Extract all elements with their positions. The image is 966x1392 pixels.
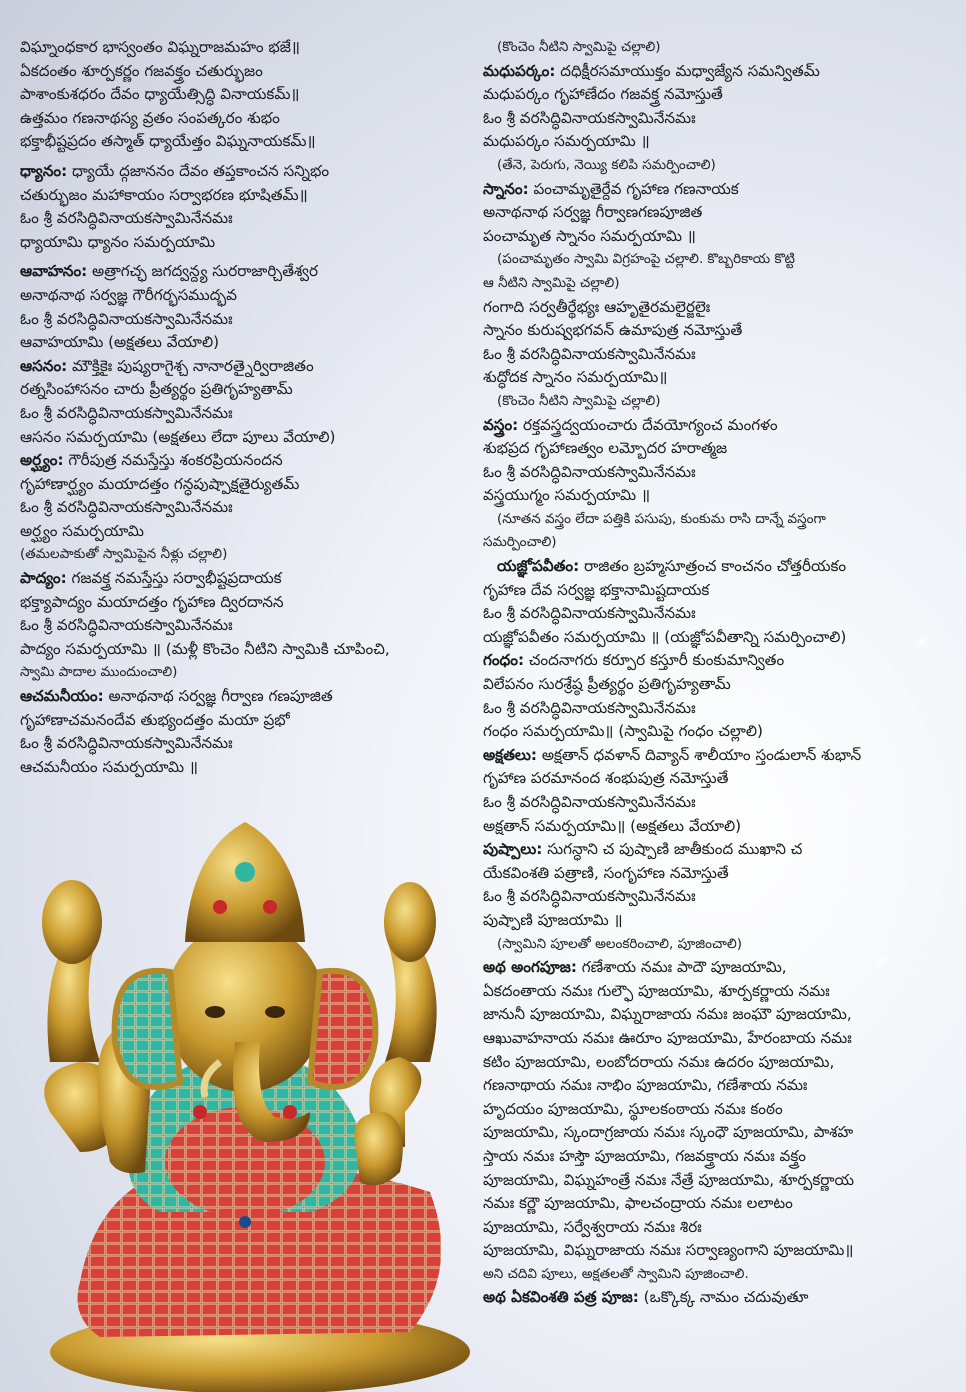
line-text: ఓం శ్రీ వరసిద్ధివినాయకస్వామినేనమః xyxy=(483,698,696,717)
line-text: మధుపర్కం గృహాణేదం గజవక్త్ర నమోస్తుతే xyxy=(483,85,723,104)
verse-line xyxy=(20,83,490,107)
line-text: ఆవాహయామి (అక్షతలు వేయాలి) xyxy=(20,333,220,352)
verse-line xyxy=(20,378,490,402)
line-text: అనాథనాథ సర్వజ్ఞ గీర్వాణగణపూజిత xyxy=(483,203,703,222)
line-text: మధుపర్కం సమర్పయామి ॥ xyxy=(483,132,650,151)
verse-line xyxy=(483,1098,953,1122)
verse-line xyxy=(20,732,490,756)
line-text: గౌరీపుత్ర నమస్తేస్తు శంకరప్రియనందన xyxy=(63,451,283,470)
verse-line xyxy=(483,296,953,320)
line-text: పంచామృత స్నానం సమర్పయామి ॥ xyxy=(483,226,696,245)
line-text: సమర్పించాలి) xyxy=(483,534,557,551)
section-heading-line xyxy=(483,1286,953,1310)
verse-line xyxy=(483,461,953,485)
section-heading-line xyxy=(483,649,953,673)
verse-line xyxy=(483,697,953,721)
line-text: పూజయామి, విఘ్నహంత్రే నమః నేత్రే పూజయామి, శూర్పకర్ణాయ xyxy=(483,1170,855,1189)
line-text: విలేపనం సురశ్రేష్ఠ ప్రీత్యర్థం ప్రతిగృహ్యతామ్ xyxy=(483,675,731,694)
line-text: ఓం శ్రీ వరసిద్ధివినాయకస్వామినేనమః xyxy=(20,403,233,422)
verse-line xyxy=(20,426,490,450)
line-text: అనాథనాథ సర్వజ్ఞ గౌరీగర్భసముద్భవ xyxy=(20,285,237,304)
verse-line xyxy=(483,1027,953,1051)
line-text: ఉత్తమం గణనాథస్య వ్రతం సంపత్కరం శుభం xyxy=(20,108,280,127)
line-text: భక్త్యాపాద్యం మయాదత్తం గృహాణ ద్విరదానన xyxy=(20,592,284,611)
section-heading-line xyxy=(483,60,953,84)
line-text: అర్ఘ్యం సమర్పయామి xyxy=(20,521,144,540)
verse-line xyxy=(20,614,490,638)
verse-line xyxy=(483,343,953,367)
line-text: ఓం శ్రీ వరసిద్ధివినాయకస్వామినేనమః xyxy=(20,309,233,328)
section-heading-line xyxy=(483,178,953,202)
verse-line xyxy=(483,1074,953,1098)
line-text: శుభప్రద గృహాణత్వం లమ్బోదర హరాత్మజ xyxy=(483,439,728,458)
instruction-note xyxy=(483,933,953,957)
verse-line xyxy=(483,484,953,508)
verse-line xyxy=(483,909,953,933)
line-text: హృదయం పూజయామి, స్థూలకంఠాయ నమః కంఠం xyxy=(483,1099,783,1118)
line-text: భక్తాభీష్టప్రదం తస్మాత్ ధ్యాయేత్తం విఘ్ననాయకమ్॥ xyxy=(20,132,316,151)
line-text: సుగన్ధాని చ పుష్పాణి జాతీకుంద ముఖాని చ xyxy=(542,840,803,859)
verse-line xyxy=(20,184,490,208)
section-heading: యజ్ఞోపవీతం: xyxy=(497,557,580,576)
line-text: విఘ్నాంధకార భాస్వంతం విఘ్నరాజమహం భజే॥ xyxy=(20,38,300,56)
line-text: చందనాగరు కర్పూర కస్తూరీ కుంకుమాన్వితం xyxy=(524,651,785,670)
line-text: (కొంచెం నీటిని స్వామిపై చల్లాలి) xyxy=(497,392,661,409)
verse-line xyxy=(483,767,953,791)
verse-line xyxy=(483,1145,953,1169)
verse-line xyxy=(483,815,953,839)
line-text: (నూతన వస్త్రం లేదా పత్తికి పసుపు, కుంకుమ రాసి దాన్నే వస్త్రంగా xyxy=(497,510,826,527)
line-text: ఆసనం సమర్పయామి (అక్షతలు లేదా పూలు వేయాలి) xyxy=(20,427,336,446)
verse-line xyxy=(20,207,490,231)
line-text: ధ్యాయే ద్గజాననం దేవం తప్తకాంచన సన్నిభం xyxy=(67,161,330,180)
section-heading-line xyxy=(483,555,953,579)
line-text: వస్త్రయుగ్మం సమర్పయామి ॥ xyxy=(483,486,651,505)
line-text: (కొంచెం నీటిని స్వామిపై చల్లాలి) xyxy=(497,39,661,55)
line-text: స్నానం కురుష్వభగవన్ ఉమాపుత్ర నమోస్తుతే xyxy=(483,321,743,340)
line-text: మౌక్తికైః పుష్యరాగైశ్చ నానారత్నైర్విరాజితం xyxy=(67,356,314,375)
section-heading: అర్ఘ్యం: xyxy=(20,451,64,470)
line-text: స్వామి పాదాల ముందుంచాలి) xyxy=(20,664,178,681)
verse-line xyxy=(483,885,953,909)
ganesha-idol-image xyxy=(10,812,480,1392)
section-heading: మధుపర్కం: xyxy=(483,61,556,80)
instruction-note xyxy=(483,248,953,272)
section-heading-line xyxy=(20,567,490,591)
section-heading: ఆవాహనం: xyxy=(20,262,88,281)
line-text: గణనాథాయ నమః నాభిం పూజయామి, గణేశాయ నమః xyxy=(483,1076,808,1095)
verse-line xyxy=(20,638,490,662)
line-text: రక్తవస్త్రద్వయంచారు దేవయోగ్యంచ మంగళం xyxy=(518,415,778,434)
line-text: రాజితం బ్రహ్మసూత్రంచ కాంచనం చోత్తరీయకం xyxy=(579,557,847,576)
verse-line xyxy=(483,225,953,249)
line-text: గంధం సమర్పయామి॥ (స్వామిపై గంధం చల్లాలి) xyxy=(483,722,763,741)
line-text: శుద్ధోదక స్నానం సమర్పయామి॥ xyxy=(483,368,668,387)
verse-line xyxy=(20,284,490,308)
verse-line xyxy=(483,1239,953,1263)
verse-line xyxy=(20,130,490,154)
verse-line xyxy=(20,402,490,426)
line-text: ఆచమనీయం సమర్పయామి ॥ xyxy=(20,757,198,776)
section-heading: ఆసనం: xyxy=(20,356,68,375)
line-text: ఓం శ్రీ వరసిద్ధివినాయకస్వామినేనమః xyxy=(20,498,233,517)
verse-line xyxy=(483,319,953,343)
line-text: ఓం శ్రీ వరసిద్ధివినాయకస్వామినేనమః xyxy=(483,887,696,906)
section-heading: వస్త్రం: xyxy=(483,415,519,434)
line-text: ఓం శ్రీ వరసిద్ధివినాయకస్వామినేనమః xyxy=(20,734,233,753)
line-text: ఓం శ్రీ వరసిద్ధివినాయకస్వామినేనమః xyxy=(483,604,696,623)
line-text: (తేనె, పెరుగు, నెయ్యి కలిపి సమర్పించాలి) xyxy=(497,156,716,173)
line-text: అక్షతాన్ ధవళాన్ దివ్యాన్ శాలీయాం స్తండులాన్ శుభాన్ xyxy=(537,745,862,764)
line-text: ఓం శ్రీ వరసిద్ధివినాయకస్వామినేనమః xyxy=(483,108,696,127)
line-text: పూజయామి, సర్వేశ్వరాయ నమః శిరః xyxy=(483,1217,702,1236)
verse-line xyxy=(20,756,490,780)
verse-line xyxy=(483,107,953,131)
verse-line xyxy=(483,201,953,225)
section-heading: ధ్యానం: xyxy=(20,161,68,180)
verse-line xyxy=(20,60,490,84)
line-text: (పంచామృతం స్వామి విగ్రహంపై చల్లాలి. కొబ్బరికాయ కొట్టి xyxy=(497,251,795,268)
section-heading-line xyxy=(483,838,953,862)
verse-line xyxy=(20,231,490,255)
verse-line xyxy=(483,579,953,603)
instruction-note xyxy=(20,543,490,567)
line-text: అనాథనాథ సర్వజ్ఞ గీర్వాణ గణపూజిత xyxy=(103,687,333,706)
line-text: ఓం శ్రీ వరసిద్ధివినాయకస్వామినేనమః xyxy=(483,344,696,363)
verse-line xyxy=(483,1051,953,1075)
instruction-note xyxy=(20,661,490,685)
verse-line xyxy=(483,602,953,626)
section-heading: పుష్పాలు: xyxy=(483,840,543,859)
line-text: ఏకదంతం శూర్పకర్ణం గజవక్త్రం చతుర్భుజం xyxy=(20,61,263,80)
section-heading: ఆచమనీయం: xyxy=(20,687,104,706)
verse-line xyxy=(483,626,953,650)
line-text: గంగాది సర్వతీర్థేభ్యః ఆహృతైరమలైర్జలైః xyxy=(483,297,711,316)
right-column xyxy=(483,36,953,1310)
line-text: ఓం శ్రీ వరసిద్ధివినాయకస్వామినేనమః xyxy=(483,462,696,481)
line-text: యజ్ఞోపవీతం సమర్పయామి ॥ (యజ్ఞోపవీతాన్ని సమర్పించాలి) xyxy=(483,627,847,646)
line-text: ఏకదంతాయ నమః గుల్ఫౌ పూజయామి, శూర్పకర్ణాయ నమః xyxy=(483,981,830,1000)
section-heading-line xyxy=(483,744,953,768)
line-text: (తమలపాకుతో స్వామిపైన నీళ్లు చల్లాలి) xyxy=(20,546,228,563)
verse-line xyxy=(483,1121,953,1145)
section-heading: గంధం: xyxy=(483,651,525,670)
verse-line xyxy=(483,1003,953,1027)
verse-line xyxy=(483,980,953,1004)
verse-line xyxy=(483,862,953,886)
line-text: పూజయామి, విఘ్నరాజాయ నమః సర్వాణ్యంగాని పూజయామి॥ xyxy=(483,1241,854,1260)
line-text: ఓం శ్రీ వరసిద్ధివినాయకస్వామినేనమః xyxy=(20,616,233,635)
instruction-note xyxy=(483,272,953,296)
line-text: పాశాంకుశధరం దేవం ధ్యాయేత్సిద్ధి వినాయకమ్॥ xyxy=(20,85,300,104)
instruction-note xyxy=(483,531,953,555)
verse-line xyxy=(20,520,490,544)
section-heading-line xyxy=(483,414,953,438)
verse-line xyxy=(483,673,953,697)
line-text: (స్వామిని పూలతో అలంకరించాలి, పూజించాలి) xyxy=(497,935,743,952)
verse-line xyxy=(483,366,953,390)
line-text: ఓం శ్రీ వరసిద్ధివినాయకస్వామినేనమః xyxy=(483,793,696,811)
instruction-note xyxy=(483,1263,953,1287)
verse-line xyxy=(20,36,490,60)
section-heading: అథ ఏకవింశతి పత్ర పూజ: xyxy=(483,1288,639,1307)
section-heading-line xyxy=(20,449,490,473)
verse-line xyxy=(483,1169,953,1193)
line-text: ఓం శ్రీ వరసిద్ధివినాయకస్వామినేనమః xyxy=(20,209,233,228)
line-text: రత్నసింహాసనం చారు ప్రీత్యర్థం ప్రతిగృహ్యతామ్ xyxy=(20,380,293,399)
line-text: గృహాణాచమనందేవ తుభ్యందత్తం మయా ప్రభో xyxy=(20,710,290,729)
line-text: చతుర్భుజం మహాకాయం సర్వాభరణ భూషితమ్॥ xyxy=(20,185,308,204)
line-text: దధిక్షీరసమాయుక్తం మధ్వాజ్యేన సమన్వితమ్ xyxy=(555,61,820,80)
line-text: పుష్పాణి పూజయామి ॥ xyxy=(483,910,623,929)
instruction-note xyxy=(483,154,953,178)
section-heading: పాద్యం: xyxy=(20,569,67,588)
verse-line xyxy=(483,83,953,107)
line-text: గణేశాయ నమః పాదౌ పూజయామి, xyxy=(576,958,787,977)
line-text: గృహాణ పరమానంద శంభుపుత్ర నమోస్తుతే xyxy=(483,769,729,788)
line-text: ఆఖువాహనాయ నమః ఊరూం పూజయామి, హేరంబాయ నమః xyxy=(483,1028,852,1047)
section-heading: స్నానం: xyxy=(483,179,529,198)
line-text: గృహాణార్ఘ్యం మయాదత్తం గన్ధపుష్పాక్షతైర్యుతమ్ xyxy=(20,474,300,493)
verse-line xyxy=(483,791,953,815)
line-text: స్తాయ నమః హస్తౌ పూజయామి, గజవక్త్రాయ నమః వక్త్రం xyxy=(483,1146,806,1165)
verse-line xyxy=(20,107,490,131)
line-text: పాద్యం సమర్పయామి ॥ (మళ్లీ కొంచెం నీటిని స్వామికి చూపించి, xyxy=(20,639,390,658)
left-column xyxy=(20,36,490,779)
line-text: పంచామృతైర్దేవ గృహాణ గణనాయక xyxy=(528,179,739,198)
section-heading: అథ అంగపూజ: xyxy=(483,958,577,977)
line-text: (ఒక్కొక్క నామం చదువుతూ xyxy=(638,1288,809,1307)
section-heading-line xyxy=(20,685,490,709)
verse-line xyxy=(483,1192,953,1216)
section-heading-line xyxy=(20,355,490,379)
verse-line xyxy=(20,709,490,733)
line-text: కటిం పూజయామి, లంబోదరాయ నమః ఉదరం పూజయామి, xyxy=(483,1052,835,1071)
line-text: గృహాణ దేవ సర్వజ్ఞ భక్తానామిష్టదాయక xyxy=(483,580,710,599)
line-text: పూజయామి, స్కందాగ్రజాయ నమః స్కంధౌ పూజయామి, పాశహ xyxy=(483,1123,854,1142)
verse-line xyxy=(20,473,490,497)
line-text: ఆ నీటిని స్వామిపై చల్లాలి) xyxy=(483,274,620,291)
section-heading: అక్షతలు: xyxy=(483,745,537,764)
verse-line xyxy=(483,1216,953,1240)
instruction-note xyxy=(483,36,953,60)
verse-line xyxy=(20,308,490,332)
line-text: అత్రాగచ్ఛ జగద్వన్ద్య సురరాజార్చితేశ్వర xyxy=(87,262,318,281)
line-text: ధ్యాయామి ధ్యానం సమర్పయామి xyxy=(20,232,216,251)
section-heading-line xyxy=(483,956,953,980)
line-text: యేకవింశతి పత్రాణి, సంగృహాణ నమోస్తుతే xyxy=(483,863,729,882)
verse-line xyxy=(20,496,490,520)
verse-line xyxy=(483,720,953,744)
line-text: అక్షతాన్ సమర్పయామి॥ (అక్షతలు వేయాలి) xyxy=(483,816,742,835)
verse-line xyxy=(483,437,953,461)
verse-line xyxy=(483,130,953,154)
line-text: జానునీ పూజయామి, విఘ్నరాజాయ నమః జంఘౌ పూజయామి, xyxy=(483,1005,852,1024)
line-text: గజవక్త్ర నమస్తేస్తు సర్వాభీష్టప్రదాయక xyxy=(66,569,282,588)
section-heading-line xyxy=(20,160,490,184)
verse-line xyxy=(20,331,490,355)
verse-line xyxy=(20,591,490,615)
instruction-note xyxy=(483,390,953,414)
line-text: నమః కర్ణౌ పూజయామి, ఫాలచంద్రాయ నమః లలాటం xyxy=(483,1194,793,1213)
section-heading-line xyxy=(20,260,490,284)
instruction-note xyxy=(483,508,953,532)
line-text: అని చదివి పూలు, అక్షతలతో స్వామిని పూజించాలి. xyxy=(483,1265,749,1282)
